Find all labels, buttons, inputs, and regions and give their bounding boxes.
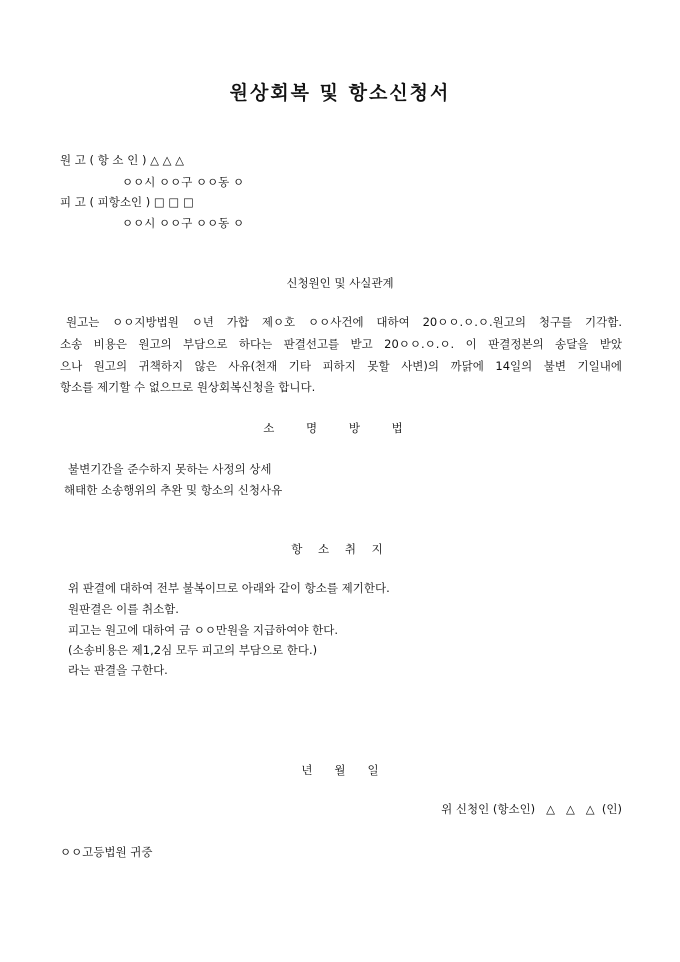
section-heading-appeal-text: 항 소 취 지 (291, 542, 389, 556)
appeal-line: 라는 판결을 구한다. (68, 663, 168, 677)
grounds-line: 원고는 ㅇㅇ지방법원 ㅇ년 가합 제ㅇ호 ㅇㅇ사건에 대하여 20ㅇㅇ.ㅇ.ㅇ.원고의 청구를 기각함. (66, 315, 622, 329)
evidence-line: 불변기간을 준수하지 못하는 사정의 상세 (68, 462, 272, 476)
defendant-label: 피 고 ( 피항소인 ) □ □ □ (60, 195, 194, 209)
grounds-line: 항소를 제기할 수 없으므로 원상회복신청을 합니다. (60, 380, 316, 394)
signature-line: 위 신청인 (항소인) △ △ △ (인) (441, 802, 622, 816)
plaintiff-label: 원 고 ( 항 소 인 ) △ △ △ (60, 153, 184, 167)
appeal-line: 위 판결에 대하여 전부 불복이므로 아래와 같이 항소를 제기한다. (68, 581, 390, 595)
appeal-line: 원판결은 이를 취소함. (68, 602, 179, 616)
appeal-line: 피고는 원고에 대하여 금 ㅇㅇ만원을 지급하여야 한다. (68, 623, 338, 637)
court-addressee: ㅇㅇ고등법원 귀중 (60, 845, 153, 859)
evidence-line: 해태한 소송행위의 추완 및 항소의 신청사유 (64, 483, 283, 497)
document-title: 원상회복 및 항소신청서 (229, 82, 451, 104)
defendant-address: ㅇㅇ시 ㅇㅇ구 ㅇㅇ동 ㅇ (122, 216, 245, 230)
section-heading-grounds: 신청원인 및 사실관계 (286, 276, 394, 290)
appeal-line: (소송비용은 제1,2심 모두 피고의 부담으로 한다.) (68, 643, 318, 657)
plaintiff-address: ㅇㅇ시 ㅇㅇ구 ㅇㅇ동 ㅇ (122, 175, 245, 189)
section-heading-appeal (0, 541, 680, 557)
grounds-line: 으나 원고의 귀책하지 않은 사유(천재 기타 피하지 못할 사변)의 까닭에 14일의 불변 기일내에 (60, 359, 622, 373)
grounds-line: 소송 비용은 원고의 부담으로 하다는 판결선고를 받고 20ㅇㅇ.ㅇ.ㅇ. 이 판결정본의 송달을 받았 (60, 337, 622, 351)
section-heading-evidence (0, 420, 680, 436)
date-line: 년 월 일 (301, 763, 379, 777)
section-heading-evidence-text: 소 명 방 법 (263, 421, 417, 435)
